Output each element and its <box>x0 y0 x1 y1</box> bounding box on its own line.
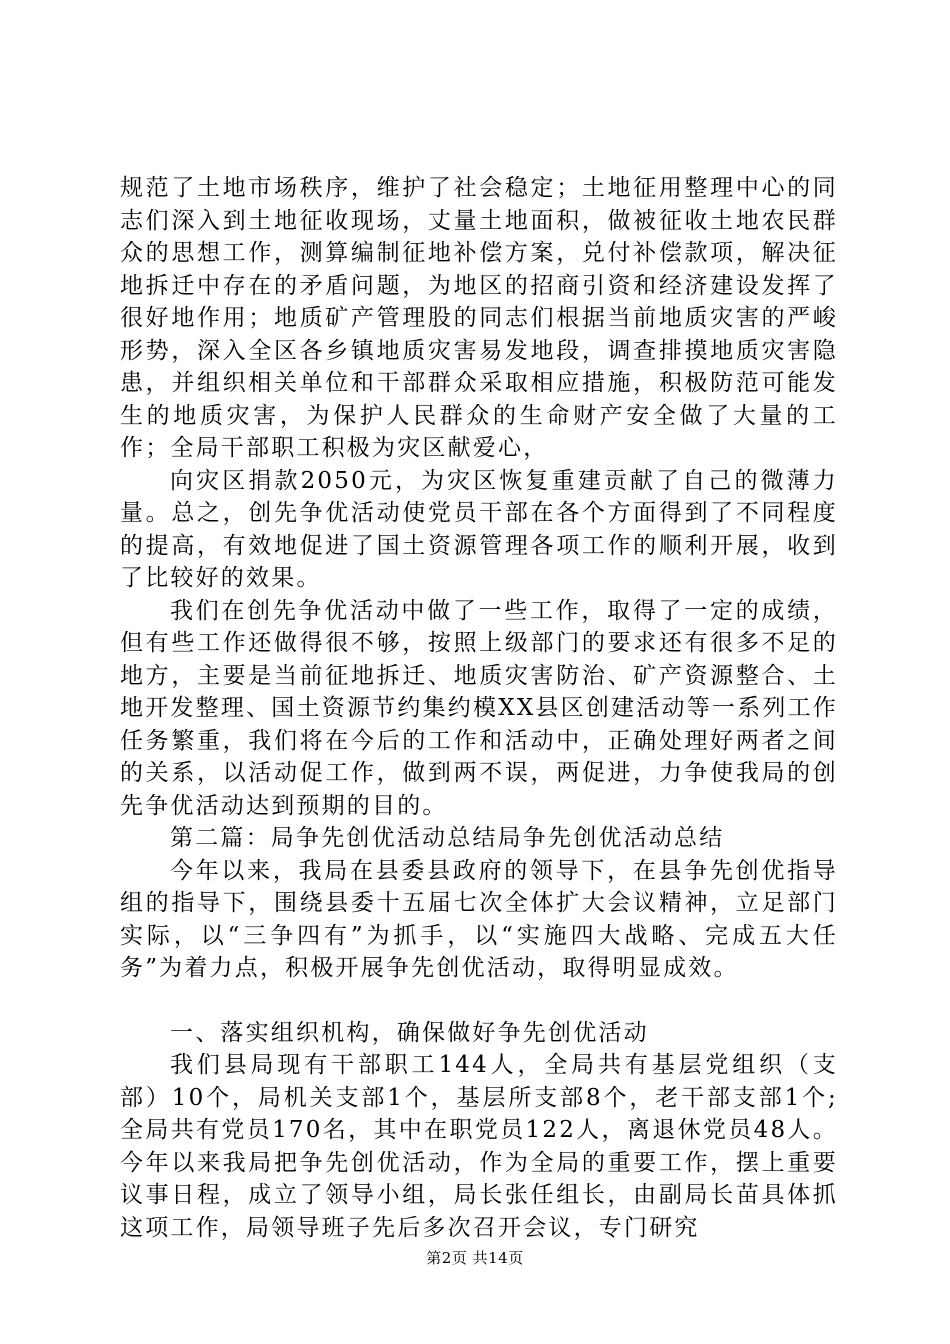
paragraph-5: 今年以来，我局在县委县政府的领导下，在县争先创优指导组的指导下，围绕县委十五届七次全体扩大会议精神，立足部门实际，以“三争四有”为抓手，以“实施四大战略、完成五大任务”为着力点，积极开展争先创优活动，取得明显成效。 <box>120 857 838 981</box>
paragraph-7: 我们县局现有干部职工144人，全局共有基层党组织（支部）10个，局机关支部1个，基层所支部8个，老干部支部1个;全局共有党员170名，其中在职党员122人，离退休党员48人。今年以来我局把争先创优活动，作为全局的重要工作，摆上重要议事日程，成立了领导小组，局长张任组长，由副局长苗具体抓这项工作，局领导班子先后多次召开会议，专门研究 <box>120 1052 838 1241</box>
paragraph-3: 我们在创先争优活动中做了一些工作，取得了一定的成绩，但有些工作还做得很不够，按照上级部门的要求还有很多不足的地方，主要是当前征地拆迁、地质灾害防治、矿产资源整合、土地开发整理、国土资源节约集约模XX县区创建活动等一系列工作任务繁重，我们将在今后的工作和活动中，正确处理好两者之间的关系，以活动促工作，做到两不误，两促进，力争使我局的创先争优活动达到预期的目的。 <box>120 597 838 819</box>
subsection-heading-1: 一、落实组织机构，确保做好争先创优活动 <box>170 1019 649 1046</box>
section-heading-2: 第二篇：局争先创优活动总结局争先创优活动总结 <box>170 825 725 851</box>
paragraph-2: 向灾区捐款2050元，为灾区恢复重建贡献了自己的微薄力量。总之，创先争优活动使党员干部在各个方面得到了不同程度的提高，有效地促进了国土资源管理各项工作的顺利开展，收到了比较好的效果。 <box>120 467 838 591</box>
paragraph-1: 规范了土地市场秩序，维护了社会稳定；土地征用整理中心的同志们深入到土地征收现场，丈量土地面积，做被征收土地农民群众的思想工作，测算编制征地补偿方案，兑付补偿款项，解决征地拆迁中存在的矛盾问题，为地区的招商引资和经济建设发挥了很好地作用；地质矿产管理股的同志们根据当前地质灾害的严峻形势，深入全区各乡镇地质灾害易发地段，调查排摸地质灾害隐患，并组织相关单位和干部群众采取相应措施，积极防范可能发生的地质灾害，为保护人民群众的生命财产安全做了大量的工作；全局干部职工积极为灾区献爱心， <box>120 175 838 461</box>
page-footer: 第2页 共14页 <box>426 1249 524 1267</box>
document-body <box>120 172 838 1244</box>
